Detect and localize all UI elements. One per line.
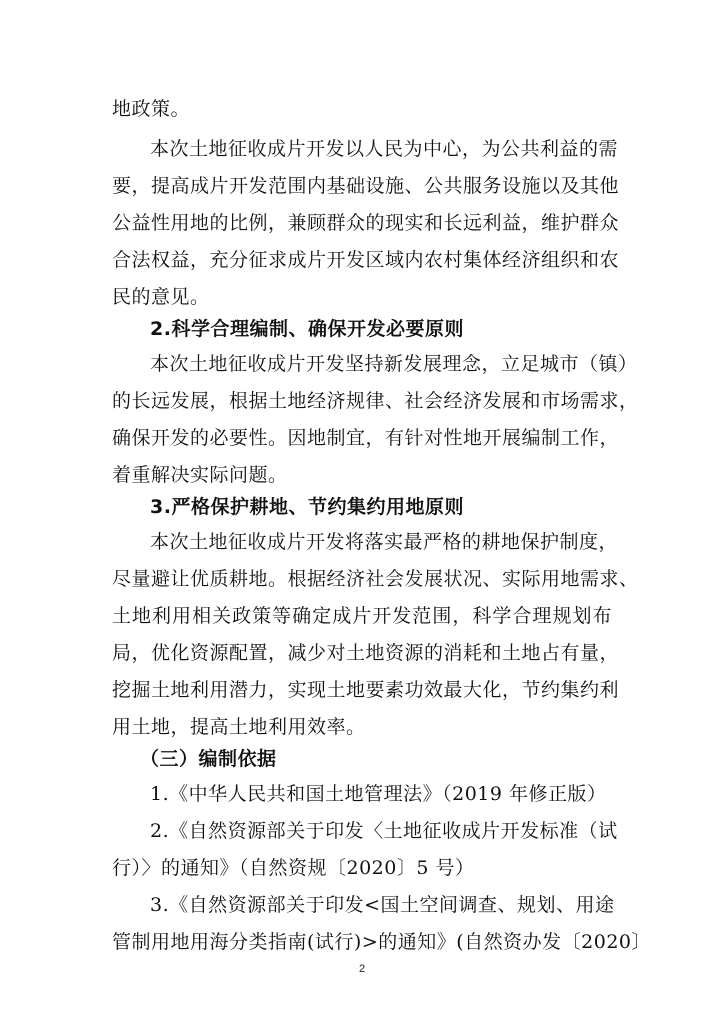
paragraph-line: 民的意见。: [112, 286, 210, 308]
page-number: 2: [358, 963, 366, 975]
paragraph-line: 尽量避让优质耕地。根据经济社会发展状况、实际用地需求、: [112, 568, 639, 590]
reference-item: 2.《自然资源部关于印发〈土地征收成片开发标准（试: [150, 820, 618, 842]
subsection-heading: （三）编制依据: [140, 748, 277, 770]
paragraph-line: 确保开发的必要性。因地制宜，有针对性地开展编制工作，: [112, 427, 620, 449]
section-heading: 3.严格保护耕地、节约集约用地原则: [150, 496, 464, 518]
paragraph-line: 用土地，提高土地利用效率。: [112, 716, 366, 738]
paragraph-line: 本次土地征收成片开发将落实最严格的耕地保护制度，: [150, 531, 619, 553]
paragraph-line: 公益性用地的比例，兼顾群众的现实和长远利益，维护群众: [112, 212, 620, 234]
paragraph-line: 着重解决实际问题。: [112, 464, 288, 486]
reference-item: 3.《自然资源部关于印发<国土空间调查、规划、用途: [150, 894, 615, 916]
paragraph-line: 挖掘土地利用潜力，实现土地要素功效最大化，节约集约利: [112, 679, 620, 701]
section-heading: 2.科学合理编制、确保开发必要原则: [150, 318, 464, 340]
paragraph-line: 要，提高成片开发范围内基础设施、公共服务设施以及其他: [112, 175, 620, 197]
paragraph-line: 本次土地征收成片开发坚持新发展理念，立足城市（镇）: [150, 353, 638, 375]
paragraph-line: 局，优化资源配置，减少对土地资源的消耗和土地占有量，: [112, 642, 620, 664]
paragraph-line: 地政策。: [112, 98, 191, 120]
paragraph-line: 土地利用相关政策等确定成片开发范围，科学合理规划布: [112, 605, 612, 627]
paragraph-line: 的长远发展，根据土地经济规律、社会经济发展和市场需求，: [112, 390, 639, 412]
reference-item: 1.《中华人民共和国土地管理法》（2019 年修正版）: [150, 783, 607, 805]
reference-item-continued: 行）〉的通知》（自然资规〔2020〕5 号）: [112, 857, 475, 879]
paragraph-line: 本次土地征收成片开发以人民为中心，为公共利益的需: [150, 138, 619, 160]
paragraph-line: 合法权益，充分征求成片开发区域内农村集体经济组织和农: [112, 249, 620, 271]
reference-item-continued: 管制用地用海分类指南(试行)>的通知》(自然资办发〔2020〕: [112, 931, 652, 953]
